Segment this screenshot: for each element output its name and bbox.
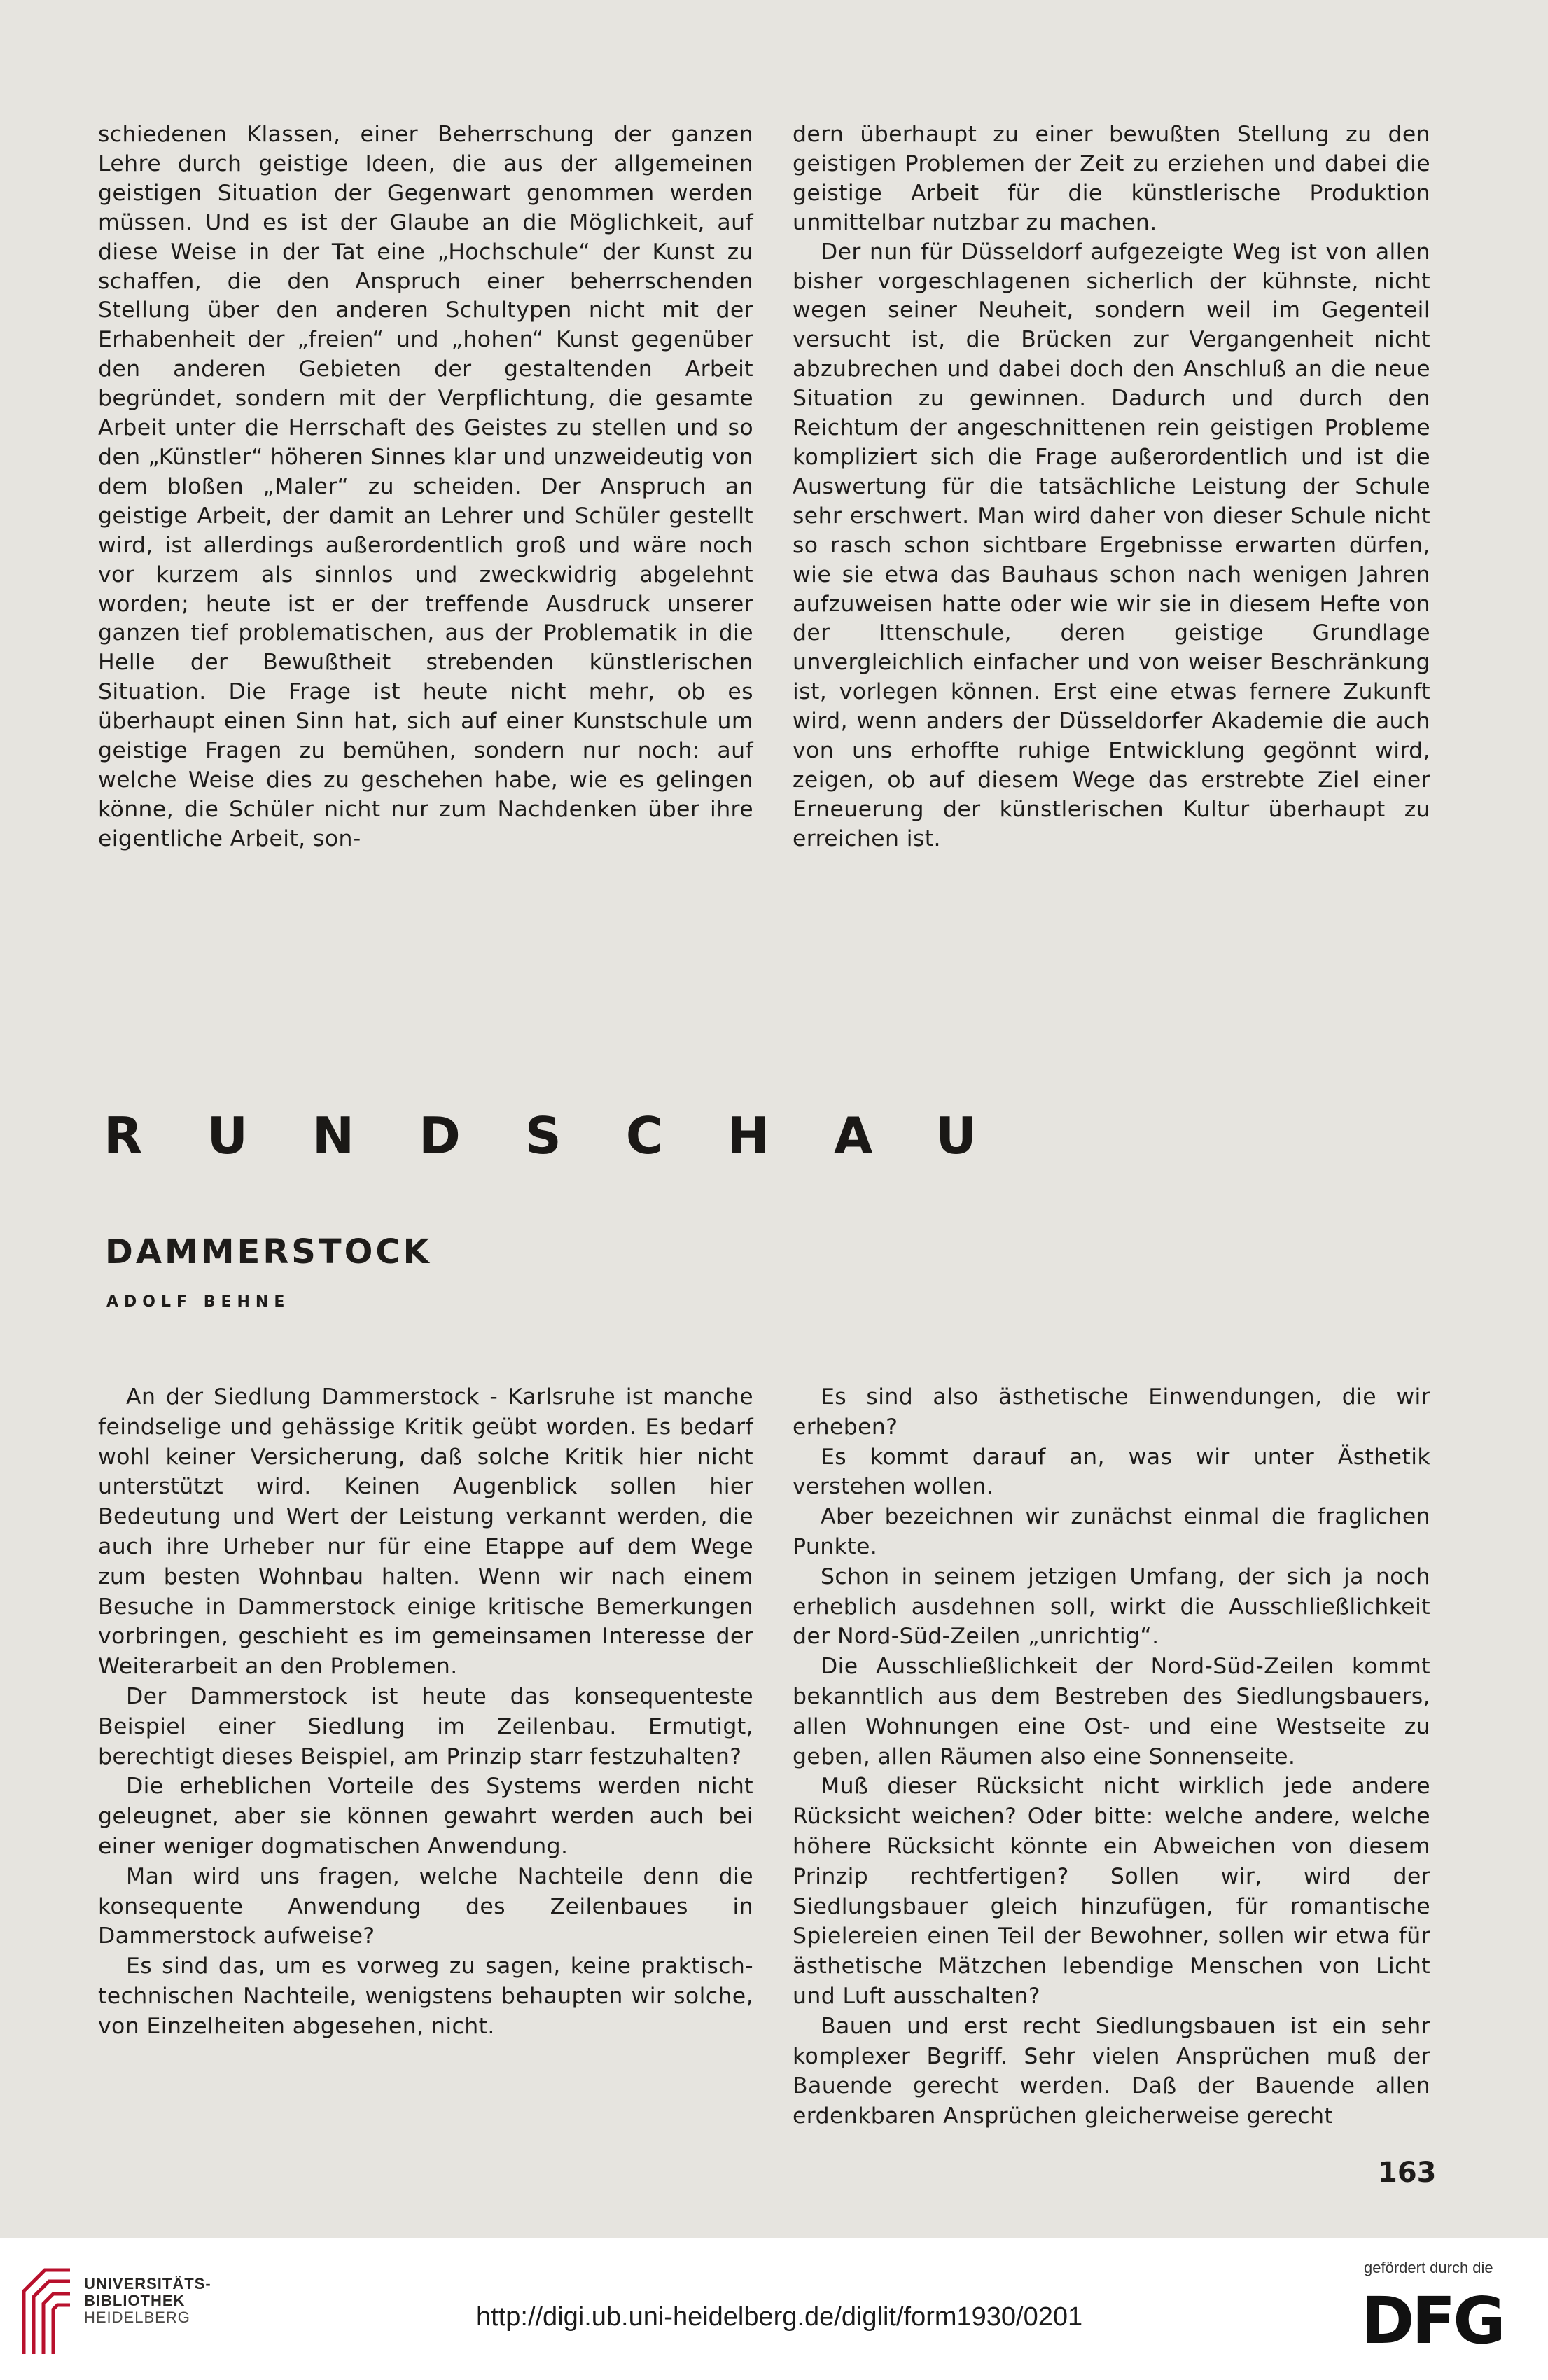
digitization-footer	[0, 2238, 1548, 2380]
svg-text:DFG: DFG	[1361, 2287, 1503, 2350]
library-name-line: BIBLIOTHEK	[84, 2292, 186, 2309]
paragraph: Aber bezeichnen wir zunächst einmal die fraglichen Punkte.	[793, 1504, 1430, 1559]
dfg-logo-icon	[1358, 2287, 1526, 2350]
funding-note: gefördert durch die	[1364, 2259, 1493, 2276]
digital-copy-link[interactable]: http://digi.ub.uni-heidelberg.de/diglit/form1930/0201	[476, 2302, 1083, 2332]
article-author: ADOLF BEHNE	[106, 1293, 291, 1311]
page-number: 163	[1378, 2157, 1437, 2189]
library-name-line: UNIVERSITÄTS-	[84, 2275, 211, 2292]
bottom-left-column	[98, 1382, 753, 2042]
paragraph: Schon in seinem jetzigen Umfang, der sich ja noch erheblich ausdehnen soll, wirkt die Ausschließlichkeit der Nord-Süd-Zeilen „unrichtig“.	[793, 1564, 1430, 1650]
paragraph: Muß dieser Rücksicht nicht wirklich jede andere Rücksicht weichen? Oder bitte: welche andere, welche höhere Rücksicht könnte ein Abweichen von diesem Prinzip rechtfertigen? Sollen wir, wird der Siedlungsbauer gleich hinzufügen, für romantische Spielereien einen Teil der Bewohner, sollen wir etwa für ästhetische Mätzchen lebendige Menschen von Licht und Luft ausschalten?	[793, 1774, 1430, 2009]
bottom-right-column	[793, 1382, 1430, 2131]
paragraph: Es kommt darauf an, was wir unter Ästhetik verstehen wollen.	[793, 1444, 1430, 1500]
paragraph: Die erheblichen Vorteile des Systems werden nicht geleugnet, aber sie können gewahrt werden auch bei einer weniger dogmatischen Anwendung.	[98, 1774, 753, 1859]
paragraph: Man wird uns fragen, welche Nachteile denn die konsequente Anwendung des Zeilenbaues in Dammerstock aufweise?	[98, 1863, 753, 1949]
article-title: DAMMERSTOCK	[105, 1232, 432, 1272]
university-library-name	[84, 2276, 211, 2326]
library-name-line: HEIDELBERG	[84, 2309, 190, 2326]
paragraph: Die Ausschließlichkeit der Nord-Süd-Zeilen kommt bekanntlich aus dem Bestreben des Siedlungsbauers, allen Wohnungen eine Ost- und eine Westseite zu geben, allen Räumen also eine Sonnenseite.	[793, 1654, 1430, 1769]
paragraph: Der Dammerstock ist heute das konsequenteste Beispiel einer Siedlung im Zeilenbau. Ermutigt, berechtigt dieses Beispiel, am Prinzip starr festzuhalten?	[98, 1683, 753, 1769]
top-left-column	[98, 120, 753, 854]
paragraph: Bauen und erst recht Siedlungsbauen ist ein sehr komplexer Begriff. Sehr vielen Ansprüchen muß der Bauende gerecht werden. Daß der Bauende allen erdenkbaren Ansprüchen gleicherweise gerecht	[793, 2013, 1430, 2129]
section-heading: RUNDSCHAU	[104, 1106, 1041, 1165]
paragraph: Der nun für Düsseldorf aufgezeigte Weg ist von allen bisher vorgeschlagenen sicherlich der kühnste, nicht wegen seiner Neuheit, sondern weil im Gegenteil versucht ist, die Brücken zur Vergangenheit nicht abzubrechen und dabei doch den Anschluß an die neue Situation zu gewinnen. Dadurch und durch den Reichtum der angeschnittenen rein geistigen Probleme kompliziert sich die Frage außerordentlich und ist die Auswertung für die tatsächliche Leistung der Schule sehr erschwert. Man wird daher von dieser Schule nicht so rasch schon sichtbare Ergebnisse erwarten dürfen, wie sie etwa das Bauhaus schon nach wenigen Jahren aufzuweisen hatte oder wie wir sie in diesem Hefte von der Ittenschule, deren geistige Grundlage unvergleichlich einfacher und von weiser Beschränkung ist, vorlegen können. Erst eine etwas fernere Zukunft wird, wenn anders der Düsseldorfer Akademie die auch von uns erhoffte ruhige Entwicklung gegönnt wird, zeigen, ob auf diesem Wege das erstrebte Ziel einer Erneuerung der künstlerischen Kultur überhaupt zu erreichen ist.	[793, 239, 1430, 851]
paragraph: Es sind das, um es vorweg zu sagen, keine praktisch-technischen Nachteile, wenigstens behaupten wir solche, von Einzelheiten abgesehen, nicht.	[98, 1954, 753, 2039]
top-right-column	[793, 120, 1430, 854]
university-library-logo-icon	[17, 2263, 77, 2361]
paragraph: dern überhaupt zu einer bewußten Stellung zu den geistigen Problemen der Zeit zu erziehen und dabei die geistige Arbeit für die künstlerische Produktion unmittelbar nutzbar zu machen.	[793, 122, 1430, 235]
paragraph: An der Siedlung Dammerstock - Karlsruhe ist manche feindselige und gehässige Kritik geübt worden. Es bedarf wohl keiner Versicherung, daß solche Kritik hier nicht unterstützt wird. Keinen Augenblick sollen hier Bedeutung und Wert der Leistung verkannt werden, die auch ihre Urheber nur für eine Etappe auf dem Wege zum besten Wohnbau halten. Wenn wir nach einem Besuche in Dammerstock einige kritische Bemerkungen vorbringen, geschieht es im gemeinsamen Interesse der Weiterarbeit an den Problemen.	[98, 1384, 753, 1680]
paragraph: Es sind also ästhetische Einwendungen, die wir erheben?	[793, 1384, 1430, 1440]
paragraph: schiedenen Klassen, einer Beherrschung der ganzen Lehre durch geistige Ideen, die aus der allgemeinen geistigen Situation der Gegenwart genommen werden müssen. Und es ist der Glaube an die Möglichkeit, auf diese Weise in der Tat eine „Hochschule“ der Kunst zu schaffen, die den Anspruch einer beherrschenden Stellung über den anderen Schultypen nicht mit der Erhabenheit der „freien“ und „hohen“ Kunst gegenüber den anderen Gebieten der gestaltenden Arbeit begründet, sondern mit der Verpflichtung, die gesamte Arbeit unter die Herrschaft des Geistes zu stellen und so den „Künstler“ höheren Sinnes klar und unzweideutig von dem bloßen „Maler“ zu scheiden. Der Anspruch an geistige Arbeit, der damit an Lehrer und Schüler gestellt wird, ist allerdings außerordentlich groß und wäre noch vor kurzem als sinnlos und zweckwidrig abgelehnt worden; heute ist er der treffende Ausdruck unserer ganzen tief problematischen, aus der Problematik in die Helle der Bewußtheit strebenden künstlerischen Situation. Die Frage ist heute nicht mehr, ob es überhaupt einen Sinn hat, sich auf einer Kunstschule um geistige Fragen zu bemühen, sondern nur noch: auf welche Weise dies zu geschehen habe, wie es gelingen könne, die Schüler nicht nur zum Nachdenken über ihre eigentliche Arbeit, son-	[98, 122, 753, 851]
